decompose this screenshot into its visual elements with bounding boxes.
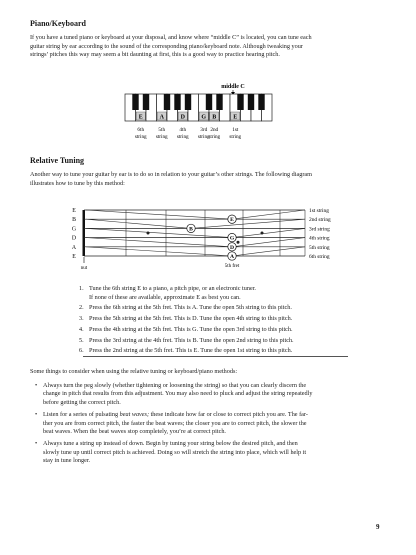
heading-piano-keyboard: Piano/Keyboard [30,19,87,28]
step-number: 4. [79,325,84,333]
fret-label: 5th fret [224,264,240,269]
consideration-line: change in pitch that results from this adjustment. You may also need to pluck and adjust the string repeatedly [43,390,313,398]
tuning-step [79,315,399,324]
consideration-line: slowly tune up until correct pitch is achieved. Doing so will stretch the string into place, which will help it [43,448,307,456]
black-key [237,94,243,110]
string-word-label: string [155,134,168,140]
string-word-label: string [176,134,189,140]
nut-label: nut [80,266,88,271]
tuning-step [79,347,399,356]
string-word-label: string [208,134,221,140]
fret-dot [147,232,150,235]
heading-relative-tuning: Relative Tuning [30,156,85,165]
consideration-line: stay in tune longer. [43,457,91,465]
string-number-label: 1st [232,127,239,133]
tuning-connector [86,210,232,219]
consideration-line: beat waves. When the beat waves stop completely, you’re at correct pitch. [43,428,226,436]
circled-note-label: G [229,235,235,242]
key-label: E [138,114,143,121]
black-key [258,94,264,110]
key-label: G [201,114,207,121]
consideration-line: before getting the correct pitch. [43,398,121,406]
tuning-step [79,285,399,302]
consideration-item [30,382,392,407]
tuning-connector [86,238,232,247]
step-number: 6. [79,347,84,355]
string-name-label: 4th string [309,235,330,242]
string-word-label: string [229,134,242,140]
middle-c-label: middle C [221,84,245,90]
black-key [216,94,222,110]
consideration-text: these indicate how far or close to correct pitch you are. The far- [149,411,308,419]
bullet-icon: • [35,440,38,448]
paragraph-line: strings’ pitches this way may seem a bit daunting at first, this is a good way to practice hearing pitch. [30,51,280,59]
step-number: 3. [79,314,84,322]
open-string-label: A [71,244,77,251]
string-name-label: 2nd string [309,217,331,224]
open-string-label: D [71,235,77,242]
tuning-connector [191,219,305,228]
consideration-line: Always turn the peg slowly (whether tightening or loosening the string) so that you can clearly discern the [43,382,307,389]
string-name-label: 5th string [309,244,330,251]
consideration-line [43,411,392,419]
paragraph-line: guitar string by ear according to the sound of the corresponding piano/keyboard note. Although tweaking your [30,42,303,50]
open-string-label: B [72,217,76,224]
black-key [174,94,180,110]
black-key [132,94,138,110]
tuning-step [79,337,399,346]
paragraph-line: Another way to tune your guitar by ear is to do so in relation to your guitar’s other strings. The following diagram [30,171,312,178]
step-number: 1. [79,285,84,292]
step-text-continued: If none of these are available, approximate E as best you can. [89,293,241,301]
fret-dot [237,241,240,244]
considerations-intro: Some things to consider when using the relative tuning or keyboard/piano methods: [30,368,238,375]
step-text: Tune the 6th string E to a piano, a pitch pipe, or an electronic tuner. [89,285,256,292]
string-name-label: 1st string [309,208,329,214]
paragraph-line: illustrates how to tune by this method: [30,179,125,187]
paragraph-relative [30,171,390,188]
circled-note-label: A [229,254,235,260]
tuning-step [79,326,399,335]
string-word-label: string [134,134,147,140]
key-label: E [233,114,238,121]
considerations-list [30,382,392,470]
keyboard-diagram [115,78,275,146]
consideration-line: ther you are from correct pitch, the faster the beat waves; the closer you are to correct pitch, the slower the [43,419,307,427]
circled-note-label: D [229,244,235,251]
key-label: A [159,114,164,121]
string-number-label: 2nd [210,127,219,133]
string-number-label: 5th [158,127,166,133]
consideration-line: Always tune a string up instead of down. Begin by tuning your string below the desired pitch, and then [43,440,298,448]
tuning-steps [79,285,399,358]
black-key [248,94,254,110]
step-text: Press the 4th string at the 5th fret. This is G. Tune the open 3rd string to this pitch. [89,325,293,333]
black-key [206,94,212,110]
page-number: 9 [376,523,380,531]
black-key [143,94,149,110]
step-text: Press the 5th string at the 5th fret. This is D. Tune the open 4th string to this pitch. [89,314,293,322]
tuning-connector [86,244,235,256]
black-key [185,94,191,110]
divider [83,356,348,357]
string-name-label: 6th string [309,254,330,260]
string-number-label: 4th [179,127,187,133]
step-number: 5. [79,336,84,344]
paragraph-line: If you have a tuned piano or keyboard at your disposal, and know where “middle C” is located, you can tune each [30,34,312,41]
fret-dot [261,232,264,235]
step-text: Press the 2nd string at the 5th fret. This is E. Tune the open 1st string to this pitch. [89,347,293,355]
tuning-connector [86,228,232,237]
string-word-label: string [197,134,210,140]
tuning-step [79,304,399,313]
consideration-item [30,411,392,436]
tuning-connector [86,219,191,228]
black-key [164,94,170,110]
bullet-icon: • [35,411,38,419]
circled-note-label: E [230,217,234,224]
consideration-item [30,440,392,465]
string-number-label: 6th [137,127,145,133]
string-name-label: 3rd string [309,226,330,233]
open-string-label: E [72,254,76,260]
string-number-label: 3rd [200,127,208,133]
step-number: 2. [79,304,84,312]
open-string-label: E [72,208,76,214]
step-text: Press the 3rd string at the 4th fret. This is B. Tune the open 2nd string to this pitch. [89,336,294,344]
fretboard-diagram [68,203,358,275]
key-label: D [180,114,185,121]
emphasis-text: beat waves; [119,411,150,419]
circled-note-label: B [189,226,193,233]
open-string-label: G [71,226,77,233]
consideration-text: Listen for a series of pulsating [43,411,120,419]
key-label: B [212,114,217,121]
nut [83,210,86,256]
bullet-icon: • [35,382,38,389]
step-text: Press the 6th string at the 5th fret. This is A. Tune the open 5th string to this pitch. [89,304,292,312]
paragraph-piano [30,34,390,60]
